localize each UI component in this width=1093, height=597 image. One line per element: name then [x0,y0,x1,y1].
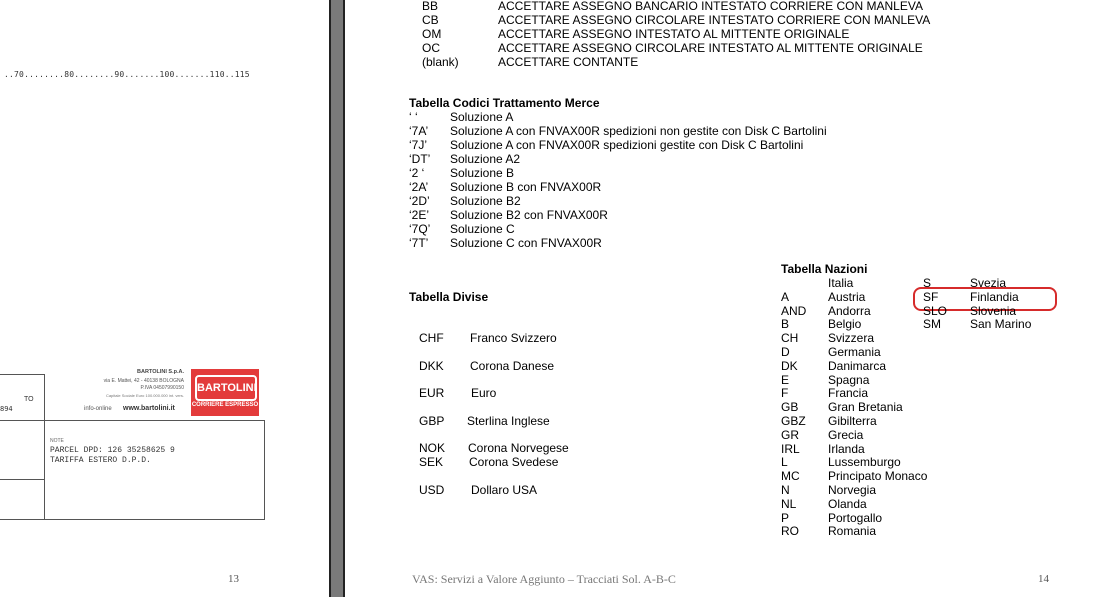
nazione-row-name: Francia [828,386,869,401]
company-vat: P.IVA 04507990150 [140,385,184,391]
nazione-row-name: Belgio [828,317,862,332]
trattamento-row-name: Soluzione B con FNVAX00R [450,180,602,194]
trattamento-title: Tabella Codici Trattamento Merce [409,96,600,110]
trattamento-row-name: Soluzione B2 con FNVAX00R [450,208,608,222]
nazione-row-name: Grecia [828,427,864,442]
nazione-row-name: Olanda [828,496,867,511]
page-separator [329,0,345,597]
company-name: BARTOLINI S.p.A. [137,369,184,375]
trattamento-row-code: ‘2D’ [409,194,430,208]
note-box [44,420,265,520]
trattamento-row-name: Soluzione A con FNVAX00R spedizioni gestite con Disk C Bartolini [450,138,804,152]
logo-subtitle: CORRIERE ESPRESSO [191,402,259,408]
logo-text: BARTOLINI [195,375,257,401]
nazione-row-name: Irlanda [828,441,865,456]
nazione-row-code: SF [923,289,939,304]
assegno-row-code: BB [422,0,439,13]
trattamento-row-code: ‘ ‘ [409,110,418,124]
nazione-row-name: Romania [828,524,877,539]
divisa-row-name: Franco Svizzero [470,331,557,345]
nazione-row-name: Lussemburgo [828,455,901,470]
nazione-row-name: Italia [828,276,854,290]
trattamento-row-name: Soluzione C con FNVAX00R [450,236,602,250]
label-top-border [0,374,44,375]
note-line-1: PARCEL DPD: 126 35258625 9 [50,446,175,455]
assegno-row-name: ACCETTARE ASSEGNO CIRCOLARE INTESTATO AL MITTENTE ORIGINALE [498,41,923,55]
nazione-row-code: D [781,345,790,359]
nazione-row-code: DK [781,358,798,373]
trattamento-row-name: Soluzione A con FNVAX00R spedizioni non gestite con Disk C Bartolini [450,124,827,138]
nazione-row-name: Finlandia [970,289,1019,304]
nazione-row-code: N [781,483,790,497]
divisa-row-name: Corona Danese [470,359,555,373]
divisa-row-code: USD [419,483,445,497]
company-address: via E. Mattei, 42 - 40138 BOLOGNA [103,378,184,384]
nazione-row-code: RO [781,524,799,539]
label-row-line-2 [0,479,44,480]
trattamento-row-code: ‘7T’ [409,236,429,250]
assegno-row-name: ACCETTARE ASSEGNO INTESTATO AL MITTENTE ORIGINALE [498,27,850,41]
field-code: 894 [0,405,13,413]
trattamento-row-name: Soluzione A2 [450,152,521,166]
footer-text: VAS: Servizi a Valore Aggiunto – Tracciati Sol. A-B-C [412,572,676,586]
assegno-row-name: ACCETTARE ASSEGNO CIRCOLARE INTESTATO CORRIERE CON MANLEVA [498,13,931,27]
nazione-row-code: F [781,386,789,401]
company-capital: Capitale Sociale Euro 100.000.000 int. vers. [105,393,184,398]
nazione-row-name: Danimarca [828,358,887,373]
nazione-row-code: SLO [923,303,948,318]
divisa-row-name: Dollaro USA [471,483,538,497]
trattamento-row-code: ‘2E’ [409,208,430,222]
trattamento-row-code: ‘DT’ [409,152,431,166]
nazione-row-name: Slovenia [970,303,1017,318]
label-row-line [0,420,44,421]
divisa-row-name: Corona Norvegese [468,441,569,455]
divisa-row-name: Euro [471,386,497,400]
nazione-row-name: Svizzera [828,331,875,346]
field-to-label: TO [24,396,34,403]
nazione-row-code: A [781,289,790,304]
divisa-row-code: NOK [419,441,446,455]
assegno-row-code: (blank) [422,55,459,69]
bartolini-logo [191,369,259,416]
trattamento-row-name: Soluzione C [450,222,515,236]
divise-title: Tabella Divise [409,290,489,304]
nazione-row-name: San Marino [970,317,1032,332]
assegno-row-code: OM [422,27,442,41]
nazione-row-name: Norvegia [828,483,877,497]
trattamento-row-name: Soluzione A [450,110,514,124]
divisa-row-name: Corona Svedese [469,455,559,469]
nazione-row-code: IRL [781,441,800,456]
nazione-row-code: S [923,276,932,290]
trattamento-row-code: ‘7A’ [409,124,429,138]
trattamento-row-name: Soluzione B2 [450,194,521,208]
trattamento-row-code: ‘7J’ [409,138,428,152]
nazione-row-name: Austria [828,289,866,304]
nazione-row-name: Gran Bretania [828,400,903,415]
nazione-row-code: MC [781,469,800,484]
left-page-number: 13 [228,573,239,585]
nazione-row-code: P [781,510,790,525]
nazione-row-code: GB [781,400,799,415]
right-page-number: 14 [1038,573,1049,585]
trattamento-row-code: ‘2A’ [409,180,429,194]
left-page [0,0,329,597]
nazione-row-name: Gibilterra [828,414,877,428]
divisa-row-code: SEK [419,455,444,469]
nazione-row-code: E [781,372,790,387]
nazione-row-name: Andorra [828,303,871,318]
note-label: NOTE [50,438,64,444]
nazione-row-code: L [781,455,788,470]
label-bottom [0,519,44,520]
nazione-row-name: Svezia [970,276,1007,290]
company-web-label: info-online [84,406,112,412]
trattamento-row-name: Soluzione B [450,166,515,180]
divisa-row-code: EUR [419,386,445,400]
trattamento-row-code: ‘7Q’ [409,222,431,236]
divisa-row-code: GBP [419,414,445,428]
nazione-row-name: Portogallo [828,510,883,525]
nazioni-title: Tabella Nazioni [781,262,868,276]
ruler: ..70........80........90.......100.......110..115 [4,70,250,79]
assegno-row-name: ACCETTARE CONTANTE [498,55,639,69]
assegno-row-code: CB [422,13,439,27]
divisa-row-code: CHF [419,331,444,345]
nazione-row-name: Germania [828,345,881,359]
nazione-row-code: AND [781,303,807,318]
nazione-row-code: CH [781,331,799,346]
nazione-row-code: SM [923,317,941,332]
nazione-row-code: GR [781,427,799,442]
trattamento-row-code: ‘2 ‘ [409,166,425,180]
nazione-row-code: NL [781,496,797,511]
assegno-row-name: ACCETTARE ASSEGNO BANCARIO INTESTATO CORRIERE CON MANLEVA [498,0,923,13]
divisa-row-code: DKK [419,359,444,373]
nazione-row-name: Spagna [828,372,870,387]
note-line-2: TARIFFA ESTERO D.P.D. [50,456,151,465]
assegno-row-code: OC [422,41,440,55]
company-web: www.bartolini.it [123,405,175,412]
nazione-row-name: Principato Monaco [828,469,928,484]
nazione-row-code: GBZ [781,414,806,428]
nazione-row-code: B [781,317,790,332]
divisa-row-name: Sterlina Inglese [467,414,550,428]
